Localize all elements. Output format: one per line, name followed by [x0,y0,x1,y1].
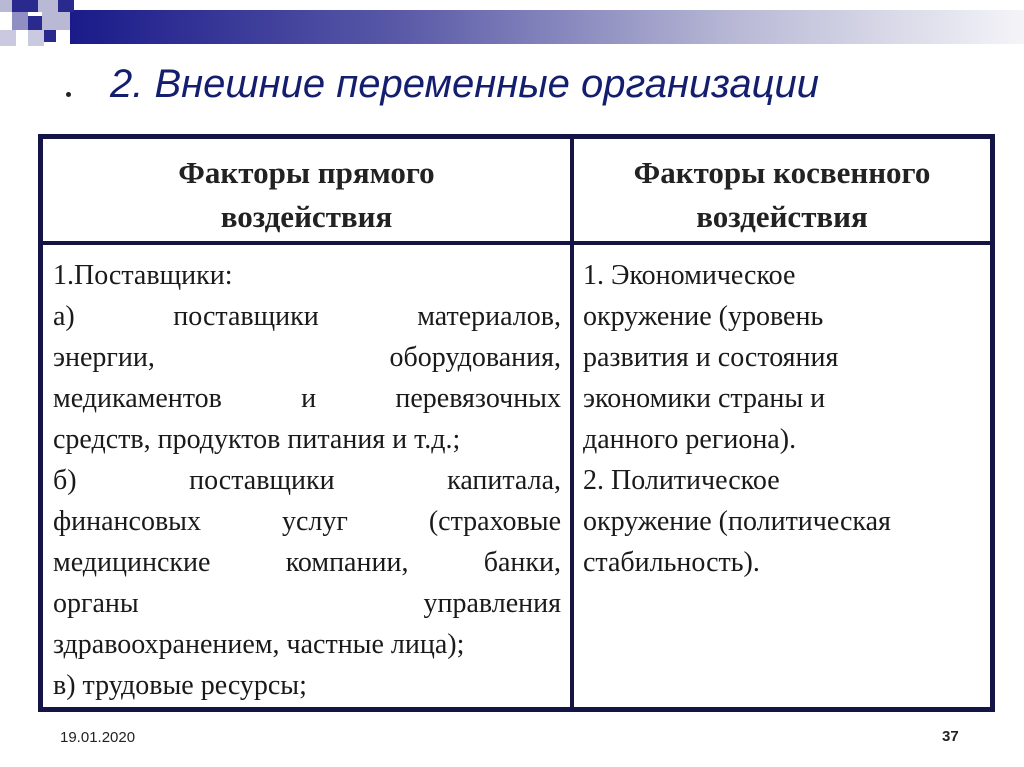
cell-line: медикаментов и перевязочных [53,383,561,414]
page-number: 37 [942,728,959,745]
indirect-factors-cell [583,255,983,583]
cell-line: медицинские компании, банки, [53,547,561,578]
direct-factors-cell [53,255,561,706]
decor-square [38,0,58,12]
cell-line: а) поставщики материалов, [53,301,561,332]
cell-line: здравоохранением, частные лица); [53,629,465,660]
decor-square [12,12,28,30]
header-line: воздействия [220,199,393,234]
decor-square [42,12,70,30]
decor-square [28,16,42,30]
factors-table [38,134,995,712]
decor-square [28,30,44,46]
cell-line: органы управления [53,588,561,619]
cell-line: финансовых услуг (страховые [53,506,561,537]
header-line: Факторы прямого [178,155,435,190]
header-divider [43,241,990,245]
cell-line: 2. Политическое [583,465,780,496]
slide-date: 19.01.2020 [60,729,136,746]
decor-square [0,30,16,46]
cell-line: экономики страны и [583,383,826,414]
header-gradient-bar [70,10,1024,44]
cell-line: стабильность). [583,547,760,578]
decor-square [44,30,56,42]
cell-line: 1.Поставщики: [53,260,233,291]
cell-line: 1. Экономическое [583,260,796,291]
cell-line: данного региона). [583,424,797,455]
decor-square [0,0,12,12]
cell-line: развития и состояния [583,342,839,373]
cell-line: средств, продуктов питания и т.д.; [53,424,461,455]
header-line: воздействия [696,199,868,234]
decor-square [12,0,38,12]
cell-line: окружение (уровень [583,301,824,332]
header-direct-factors [43,151,570,239]
decor-square [58,0,74,12]
header-indirect-factors [574,151,990,239]
slide-title: 2. Внешние переменные организации [110,62,820,106]
cell-line: в) трудовые ресурсы; [53,670,307,701]
header-line: Факторы косвенного [633,155,931,190]
cell-line: б) поставщики капитала, [53,465,561,496]
cell-line: окружение (политическая [583,506,891,537]
title-bullet [66,92,71,97]
cell-line: энергии, оборудования, [53,342,561,373]
